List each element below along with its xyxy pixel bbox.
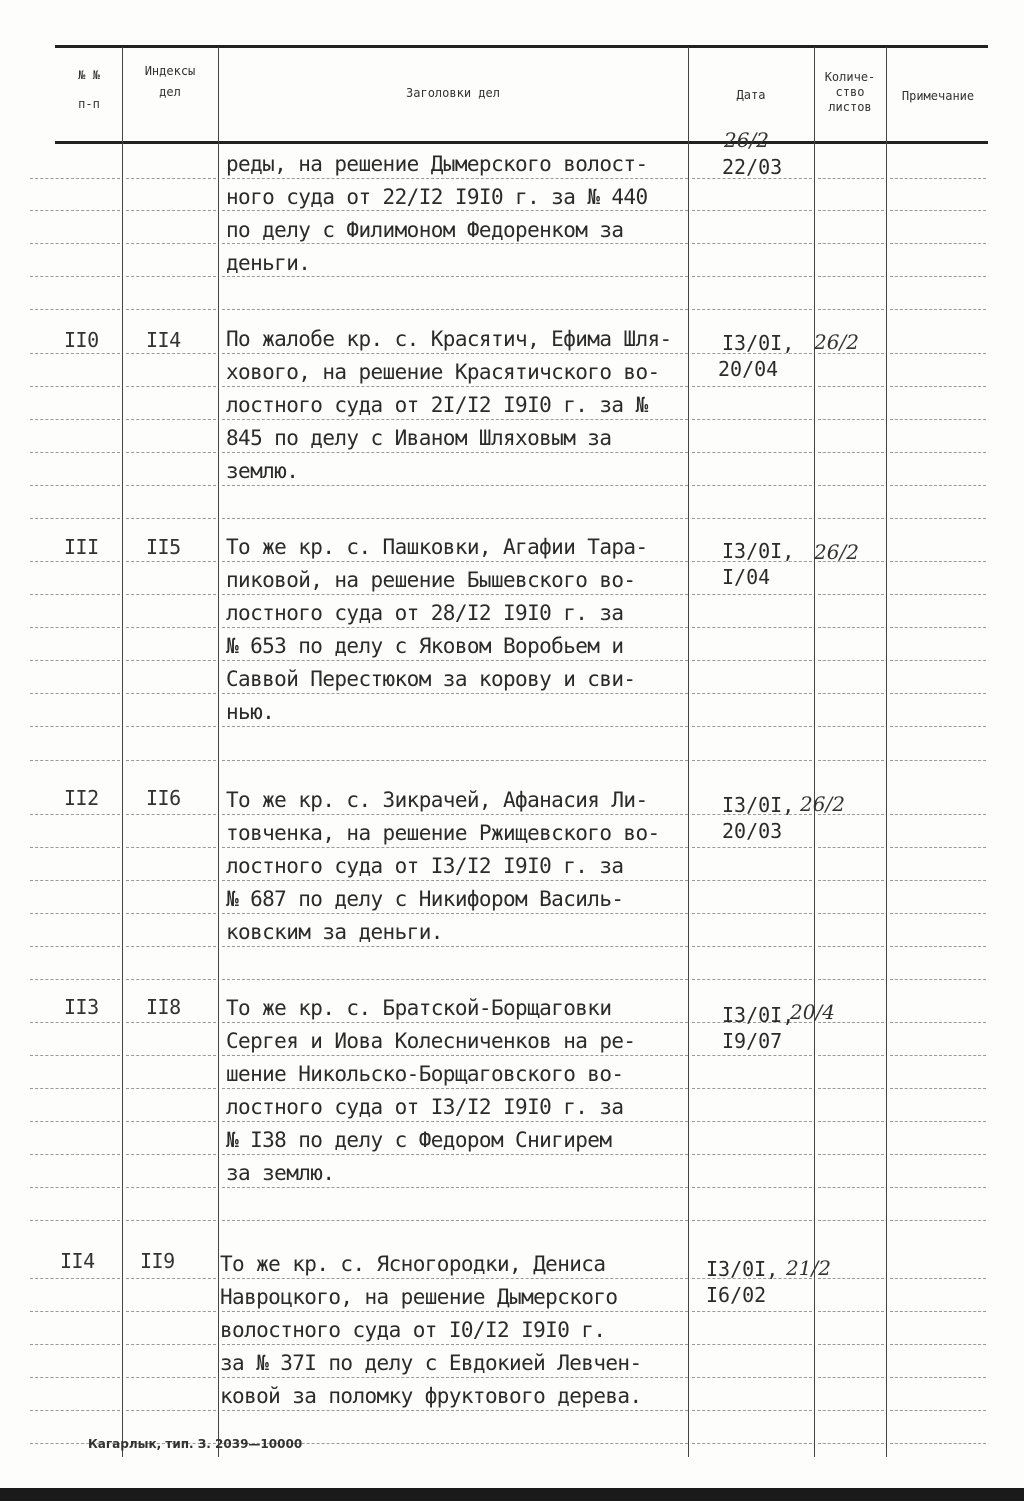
entry-number: II3: [64, 995, 99, 1019]
row-guide: [818, 1311, 884, 1312]
row-guide: [818, 518, 884, 519]
header-bottom-rule: [55, 141, 988, 144]
entry-sheets: 21/2: [786, 1256, 831, 1280]
row-guide: [30, 814, 120, 815]
row-guide: [692, 880, 812, 881]
column-divider-count: [886, 47, 887, 1457]
scan-edge-bar: [0, 1488, 1024, 1501]
title-line: деньги.: [226, 251, 311, 275]
row-guide: [30, 1278, 120, 1279]
row-guide: [126, 561, 216, 562]
row-guide: [126, 452, 216, 453]
row-guide: [126, 693, 216, 694]
row-guide: [126, 243, 216, 244]
row-guide: [692, 946, 812, 947]
row-guide: [890, 1344, 986, 1345]
entry-index: II6: [146, 786, 181, 810]
row-guide: [126, 1088, 216, 1089]
row-guide: [890, 353, 986, 354]
row-guide: [692, 243, 812, 244]
row-guide: [126, 309, 216, 310]
row-guide: [818, 309, 884, 310]
title-line: лостного суда от 28/I2 I9I0 г. за: [226, 601, 624, 625]
row-guide: [30, 660, 120, 661]
entry-number: II0: [64, 328, 99, 352]
entry-title: [226, 323, 686, 488]
row-guide: [890, 309, 986, 310]
row-guide: [126, 594, 216, 595]
row-guide: [890, 1154, 986, 1155]
row-guide: [30, 1410, 120, 1411]
date-line: 20/04: [718, 357, 779, 381]
row-guide: [818, 276, 884, 277]
header-num: № № п-п: [78, 68, 100, 111]
date-line: 22/03: [722, 155, 783, 179]
row-guide: [126, 660, 216, 661]
title-line: лостного суда от I3/I2 I9I0 г. за: [226, 854, 624, 878]
row-guide: [818, 419, 884, 420]
title-line: № 653 по делу с Яковом Воробьем и: [226, 634, 624, 658]
row-guide: [222, 309, 688, 310]
row-guide: [222, 1220, 688, 1221]
row-guide: [818, 693, 884, 694]
row-guide: [126, 1121, 216, 1122]
row-guide: [818, 760, 884, 761]
row-guide: [818, 210, 884, 211]
row-guide: [818, 178, 884, 179]
row-guide: [126, 627, 216, 628]
row-guide: [126, 847, 216, 848]
row-guide: [30, 178, 120, 179]
row-guide: [818, 880, 884, 881]
column-divider-title: [688, 47, 689, 1457]
row-guide: [126, 979, 216, 980]
column-divider-index: [218, 47, 219, 1457]
row-guide: [692, 452, 812, 453]
row-guide: [818, 386, 884, 387]
row-guide: [30, 1220, 120, 1221]
row-guide: [890, 243, 986, 244]
row-guide: [30, 1055, 120, 1056]
row-guide: [890, 1311, 986, 1312]
date-line: I3/0I,: [722, 793, 795, 817]
row-guide: [890, 1187, 986, 1188]
row-guide: [692, 693, 812, 694]
title-line: Навроцкого, на решение Дымерского: [220, 1285, 618, 1309]
row-guide: [890, 1220, 986, 1221]
row-guide: [692, 1410, 812, 1411]
row-guide: [818, 452, 884, 453]
row-guide: [30, 452, 120, 453]
row-guide: [890, 518, 986, 519]
title-line: То же кр. с. Пашковки, Агафии Тара-: [226, 535, 648, 559]
entry-date: [722, 538, 812, 590]
row-guide: [890, 594, 986, 595]
title-line: По жалобе кр. с. Красятич, Ефима Шля-: [226, 327, 672, 351]
row-guide: [818, 243, 884, 244]
row-guide: [890, 1278, 986, 1279]
row-guide: [30, 726, 120, 727]
entry-index: II8: [146, 995, 181, 1019]
row-guide: [818, 1410, 884, 1411]
date-line: I3/0I,: [722, 1003, 795, 1027]
title-line: землю.: [226, 459, 299, 483]
row-guide: [126, 1022, 216, 1023]
title-line: То же кр. с. Зикрачей, Афанасия Ли-: [226, 788, 648, 812]
header-note: Примечание: [901, 89, 975, 103]
row-guide: [692, 760, 812, 761]
header-date: Дата: [736, 88, 766, 102]
row-guide: [890, 979, 986, 980]
row-guide: [126, 518, 216, 519]
row-guide: [818, 913, 884, 914]
row-guide: [818, 627, 884, 628]
row-guide: [890, 946, 986, 947]
row-guide: [692, 913, 812, 914]
row-guide: [692, 309, 812, 310]
row-guide: [30, 1344, 120, 1345]
row-guide: [126, 1187, 216, 1188]
row-guide: [692, 1121, 812, 1122]
row-guide: [890, 760, 986, 761]
row-guide: [126, 726, 216, 727]
title-line: пиковой, на решение Бышевского во-: [226, 568, 636, 592]
row-guide: [126, 1055, 216, 1056]
row-guide: [890, 913, 986, 914]
header-index: Индексы дел: [144, 64, 196, 99]
row-guide: [818, 1220, 884, 1221]
row-guide: [126, 276, 216, 277]
row-guide: [30, 353, 120, 354]
row-guide: [890, 386, 986, 387]
row-guide: [890, 561, 986, 562]
title-line: 845 по делу с Иваном Шляховым за: [226, 426, 612, 450]
date-line: 20/03: [722, 819, 783, 843]
row-guide: [30, 760, 120, 761]
row-guide: [126, 1377, 216, 1378]
row-guide: [126, 353, 216, 354]
entry-date: [706, 1256, 796, 1308]
row-guide: [890, 847, 986, 848]
row-guide: [692, 627, 812, 628]
header-count: Количе- ство листов: [824, 70, 876, 114]
entry-sheets: 20/4: [790, 1000, 835, 1024]
row-guide: [126, 178, 216, 179]
title-line: хового, на решение Красятичского во-: [226, 360, 660, 384]
row-guide: [222, 760, 688, 761]
row-guide: [692, 979, 812, 980]
row-guide: [126, 419, 216, 420]
title-line: волостного суда от I0/I2 I9I0 г.: [220, 1318, 606, 1342]
entry-title: [226, 148, 686, 280]
row-guide: [890, 880, 986, 881]
row-guide: [818, 594, 884, 595]
row-guide: [30, 309, 120, 310]
row-guide: [890, 1121, 986, 1122]
row-guide: [692, 485, 812, 486]
row-guide: [126, 210, 216, 211]
row-guide: [692, 1055, 812, 1056]
row-guide: [692, 1443, 812, 1444]
row-guide: [692, 847, 812, 848]
row-guide: [30, 276, 120, 277]
row-guide: [126, 1220, 216, 1221]
row-guide: [30, 243, 120, 244]
row-guide: [692, 1377, 812, 1378]
row-guide: [126, 913, 216, 914]
row-guide: [890, 693, 986, 694]
row-guide: [890, 1443, 986, 1444]
row-guide: [818, 1154, 884, 1155]
row-guide: [126, 1410, 216, 1411]
row-guide: [818, 1377, 884, 1378]
printer-footer: Кагарлык, тип. З. 2039—10000: [88, 1437, 303, 1451]
title-line: Сергея и Иова Колесниченков на ре-: [226, 1029, 636, 1053]
date-line: I3/0I,: [722, 331, 795, 355]
row-guide: [30, 518, 120, 519]
date-line: I3/0I,: [722, 539, 795, 563]
row-guide: [818, 946, 884, 947]
row-guide: [30, 1022, 120, 1023]
row-guide: [30, 1154, 120, 1155]
entry-index: II9: [140, 1249, 175, 1273]
row-guide: [30, 847, 120, 848]
row-guide: [30, 693, 120, 694]
row-guide: [890, 210, 986, 211]
row-guide: [30, 946, 120, 947]
row-guide: [30, 1311, 120, 1312]
entry-title: [226, 992, 686, 1190]
row-guide: [30, 561, 120, 562]
date-line: I3/0I,: [706, 1257, 779, 1281]
row-guide: [692, 1220, 812, 1221]
row-guide: [890, 1022, 986, 1023]
title-line: То же кр. с. Ясногородки, Дениса: [220, 1252, 606, 1276]
entry-date: [722, 154, 812, 180]
row-guide: [818, 1055, 884, 1056]
row-guide: [692, 1088, 812, 1089]
row-guide: [126, 485, 216, 486]
row-guide: [30, 1121, 120, 1122]
row-guide: [890, 452, 986, 453]
row-guide: [30, 386, 120, 387]
entry-number: III: [64, 535, 99, 559]
title-line: ковским за деньги.: [226, 920, 443, 944]
row-guide: [30, 1187, 120, 1188]
row-guide: [890, 814, 986, 815]
row-guide: [818, 1443, 884, 1444]
row-guide: [890, 1055, 986, 1056]
row-guide: [890, 660, 986, 661]
title-line: лостного суда от I3/I2 I9I0 г. за: [226, 1095, 624, 1119]
row-guide: [30, 627, 120, 628]
title-line: за № 37I по делу с Евдокией Левчен-: [220, 1351, 642, 1375]
row-guide: [890, 485, 986, 486]
row-guide: [890, 419, 986, 420]
row-guide: [818, 660, 884, 661]
row-guide: [30, 419, 120, 420]
title-line: шение Никольско-Борщаговского во-: [226, 1062, 624, 1086]
row-guide: [818, 979, 884, 980]
entry-number: II2: [64, 786, 99, 810]
row-guide: [692, 1187, 812, 1188]
title-line: № I38 по делу с Федором Снигирем: [226, 1128, 612, 1152]
row-guide: [692, 1311, 812, 1312]
row-guide: [818, 1344, 884, 1345]
top-rule: [55, 45, 988, 48]
row-guide: [818, 485, 884, 486]
row-guide: [692, 386, 812, 387]
row-guide: [30, 1377, 120, 1378]
row-guide: [222, 518, 688, 519]
row-guide: [30, 210, 120, 211]
title-line: № 687 по делу с Никифором Василь-: [226, 887, 624, 911]
row-guide: [30, 913, 120, 914]
title-line: То же кр. с. Братской-Борщаговки: [226, 996, 612, 1020]
row-guide: [126, 1278, 216, 1279]
row-guide: [126, 880, 216, 881]
entry-title: [226, 531, 686, 729]
title-line: ковой за поломку фруктового дерева.: [220, 1384, 642, 1408]
row-guide: [30, 485, 120, 486]
date-line: I9/07: [722, 1029, 783, 1053]
entry-sheets: 26/2: [814, 540, 859, 564]
row-guide: [692, 594, 812, 595]
row-guide: [890, 726, 986, 727]
title-line: товченка, на решение Ржищевского во-: [226, 821, 660, 845]
entry-index: II5: [146, 535, 181, 559]
title-line: ного суда от 22/I2 I9I0 г. за № 440: [226, 185, 648, 209]
row-guide: [818, 1187, 884, 1188]
row-guide: [126, 760, 216, 761]
column-divider-date: [814, 47, 815, 1457]
row-guide: [30, 979, 120, 980]
row-guide: [126, 1344, 216, 1345]
entry-date: [718, 330, 812, 382]
entry-sheets: 26/2: [814, 330, 859, 354]
row-guide: [890, 1410, 986, 1411]
row-guide: [692, 726, 812, 727]
row-guide: [890, 627, 986, 628]
row-guide: [890, 178, 986, 179]
row-guide: [692, 1344, 812, 1345]
entry-number: II4: [60, 1249, 95, 1273]
row-guide: [692, 518, 812, 519]
row-guide: [692, 276, 812, 277]
row-guide: [126, 814, 216, 815]
row-guide: [30, 880, 120, 881]
row-guide: [126, 1154, 216, 1155]
title-line: нью.: [226, 700, 275, 724]
row-guide: [126, 386, 216, 387]
row-guide: [30, 594, 120, 595]
row-guide: [692, 660, 812, 661]
date-line: I/04: [722, 565, 771, 589]
title-line: Саввой Перестюком за корову и сви-: [226, 667, 636, 691]
row-guide: [890, 1088, 986, 1089]
row-guide: [692, 1154, 812, 1155]
title-line: лостного суда от 2I/I2 I9I0 г. за №: [226, 393, 648, 417]
entry-date: [722, 792, 812, 844]
title-line: реды, на решение Дымерского волост-: [226, 152, 648, 176]
title-line: по делу с Филимоном Федоренком за: [226, 218, 624, 242]
row-guide: [692, 419, 812, 420]
row-guide: [126, 946, 216, 947]
entry-title: [220, 1248, 680, 1413]
row-guide: [222, 979, 688, 980]
handwritten-top-mark: 26/2: [724, 128, 769, 152]
date-line: I6/02: [706, 1283, 767, 1307]
entry-sheets: 26/2: [800, 792, 845, 816]
row-guide: [818, 847, 884, 848]
row-guide: [818, 726, 884, 727]
entry-title: [226, 784, 686, 949]
title-line: за землю.: [226, 1161, 335, 1185]
row-guide: [890, 1377, 986, 1378]
column-divider-num: [122, 47, 123, 1457]
row-guide: [818, 1088, 884, 1089]
row-guide: [30, 1088, 120, 1089]
entry-index: II4: [146, 328, 181, 352]
row-guide: [890, 276, 986, 277]
header-titles: Заголовки дел: [406, 86, 500, 100]
row-guide: [818, 1121, 884, 1122]
row-guide: [126, 1311, 216, 1312]
row-guide: [692, 210, 812, 211]
